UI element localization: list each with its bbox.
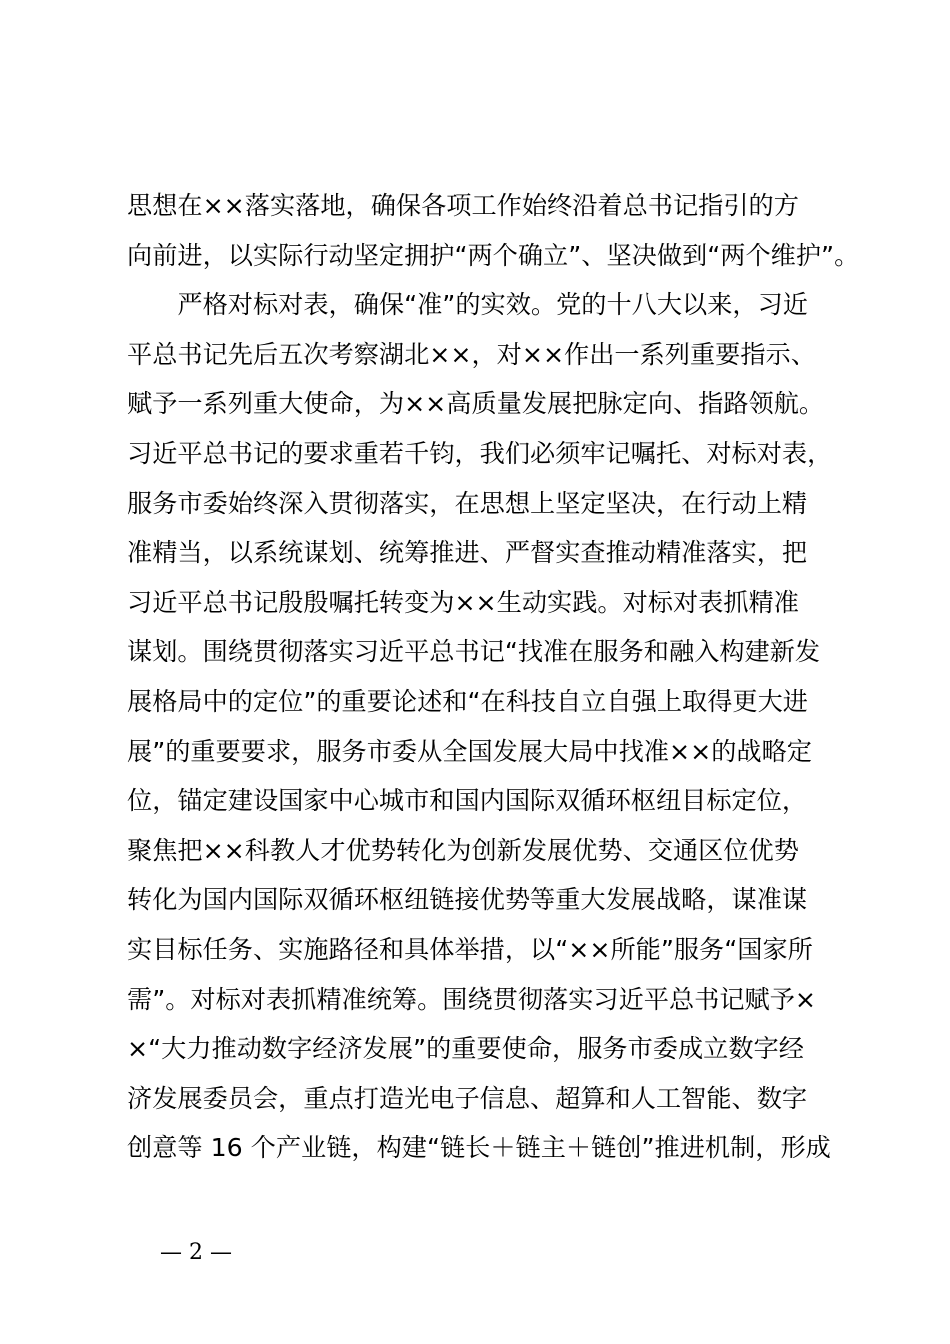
text-line: 平总书记先后五次考察湖北××，对××作出一系列重要指示、	[127, 339, 816, 369]
text-line: 思想在××落实落地，确保各项工作始终沿着总书记指引的方	[127, 191, 799, 220]
page-number: — 2 —	[160, 1240, 232, 1265]
text-line: 习近平总书记殷殷嘱托转变为××生动实践。对标对表抓精准	[127, 587, 799, 617]
text-line: 需”。对标对表抓精准统筹。围绕贯彻落实习近平总书记赋予×	[127, 984, 817, 1014]
text-line: 转化为国内国际双循环枢纽链接优势等重大发展战略，谋准谋	[127, 885, 808, 915]
text-line: 赋予一系列重大使命，为××高质量发展把脉定向、指路领航。	[127, 389, 825, 419]
text-line: 展格局中的定位”的重要论述和“在科技自立自强上取得更大进	[127, 686, 808, 716]
paragraph-start-line: 严格对标对表，确保“准”的实效。党的十八大以来，习近	[127, 290, 808, 320]
text-line: 创意等 16 个产业链，构建“链长＋链主＋链创”推进机制，形成	[127, 1133, 831, 1163]
text-line: ×“大力推动数字经济发展”的重要使命，服务市委成立数字经	[127, 1034, 804, 1064]
text-line: 展”的重要要求，服务市委从全国发展大局中找准××的战略定	[127, 736, 812, 766]
text-line: 准精当，以系统谋划、统筹推进、严督实查推动精准落实，把	[127, 538, 808, 568]
text-line: 向前进，以实际行动坚定拥护“两个确立”、坚决做到“两个维护”。	[127, 240, 860, 270]
body-text	[127, 181, 860, 1173]
text-line: 实目标任务、实施路径和具体举措，以“××所能”服务“国家所	[127, 934, 813, 964]
text-line: 习近平总书记的要求重若千钧，我们必须牢记嘱托、对标对表，	[127, 438, 833, 468]
text-line: 聚焦把××科教人才优势转化为创新发展优势、交通区位优势	[127, 835, 799, 865]
text-line: 谋划。围绕贯彻落实习近平总书记“找准在服务和融入构建新发	[127, 637, 821, 667]
text-line: 济发展委员会，重点打造光电子信息、超算和人工智能、数字	[127, 1083, 808, 1113]
text-line: 位，锚定建设国家中心城市和国内国际双循环枢纽目标定位，	[127, 786, 808, 816]
text-line: 服务市委始终深入贯彻落实，在思想上坚定坚决，在行动上精	[127, 488, 808, 518]
